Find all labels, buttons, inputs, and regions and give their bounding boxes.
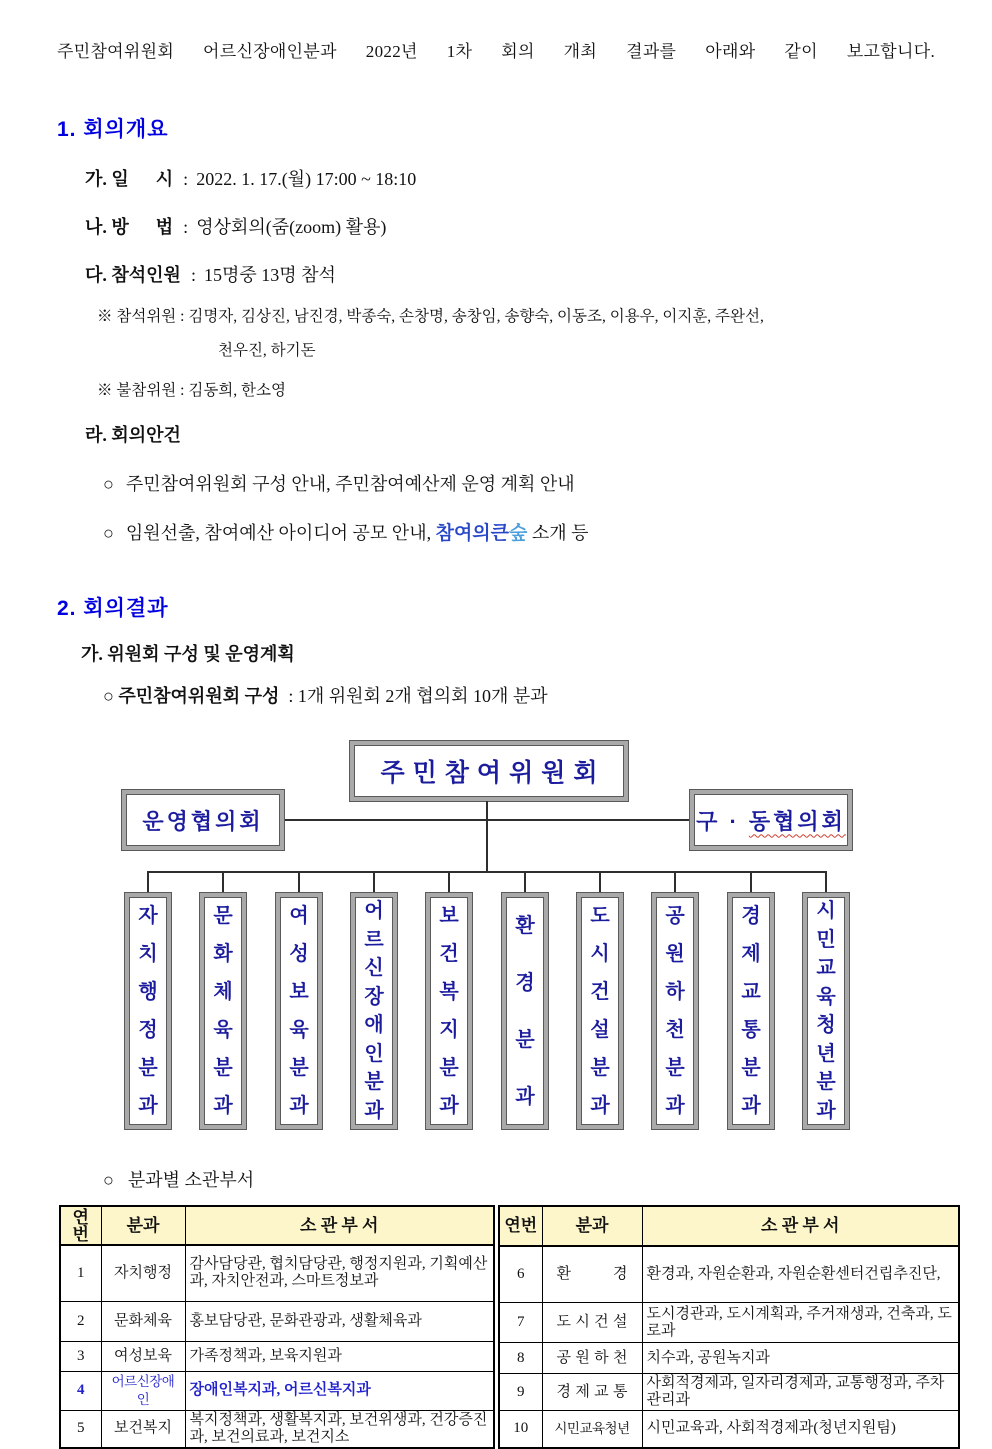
label-char: 분 (138, 1057, 158, 1079)
org-right-label-main: 동협의회 (748, 808, 846, 834)
label-char: 도 (590, 905, 610, 927)
table-section (0, 1166, 992, 1449)
branch-stub (147, 871, 149, 893)
label-char: 설 (612, 1314, 628, 1331)
label-char: 설 (590, 1019, 610, 1041)
label-char: 교 (816, 957, 836, 980)
absentee-names: 김동희, 한소영 (188, 382, 286, 399)
agenda-item-2 (103, 521, 956, 546)
org-branch-label (732, 897, 770, 1125)
row-division (542, 1411, 642, 1448)
row-division-text (547, 1384, 638, 1401)
table-row (499, 1343, 959, 1373)
row-no: 4 (60, 1371, 101, 1410)
label-char: 환 (556, 1265, 571, 1282)
dept-table-heading (103, 1166, 956, 1192)
circle-bullet: ○ (103, 474, 114, 494)
label-char: 성 (289, 943, 309, 965)
label-char: 교 (594, 1383, 609, 1400)
org-branch-label (129, 897, 167, 1125)
org-branch-box-gyeongjegyotong (728, 893, 774, 1129)
table-header-row (60, 1206, 494, 1245)
label-char: 과 (213, 1095, 233, 1117)
branch-stub (222, 871, 224, 893)
label-char: 분 (590, 1057, 610, 1079)
meeting-date-label: 가. 일 시 (85, 169, 174, 189)
row-departments: 가족정책과, 보육지원과 (185, 1341, 494, 1371)
dept-table-left (59, 1205, 495, 1449)
branch-stub (599, 871, 601, 893)
org-left-label: 운영협의회 (142, 808, 264, 834)
org-branch-box-gongwonhacheon (652, 893, 698, 1129)
label-char: 정 (138, 1019, 158, 1041)
label-char: 문 (213, 905, 233, 927)
branch-stub (674, 871, 676, 893)
header-division: 분과 (101, 1206, 185, 1245)
meeting-date-value: 2022. 1. 17.(월) 17:00 ~ 18:10 (196, 169, 417, 189)
composition-rest-text: : 1개 위원회 2개 협의회 10개 분과 (279, 686, 548, 706)
row-departments: 장애인복지과, 어르신복지과 (185, 1371, 494, 1410)
row-no: 1 (60, 1245, 101, 1301)
table-row (499, 1411, 959, 1448)
label-char: 교 (741, 981, 761, 1003)
row-division (101, 1371, 185, 1410)
row-no: 9 (499, 1373, 542, 1411)
label-char: 분 (515, 1028, 535, 1051)
logo-accent-text: 숲 (509, 523, 528, 544)
row-no: 10 (499, 1411, 542, 1448)
attendee-note (97, 307, 956, 361)
label-char: 공 (665, 905, 685, 927)
row-division: 문화체육 (101, 1301, 185, 1341)
label-char: 과 (741, 1095, 761, 1117)
label-char: 과 (289, 1095, 309, 1117)
table-row (499, 1246, 959, 1303)
label-char: 신 (364, 957, 384, 980)
label-char: 천 (612, 1349, 628, 1366)
row-departments: 사회적경제과, 일자리경제과, 교통행정과, 주차관리과 (642, 1373, 959, 1411)
org-left-box (122, 790, 284, 850)
label-char: 과 (138, 1095, 158, 1117)
branch-stub (750, 871, 752, 893)
meeting-method-row (85, 215, 956, 239)
meeting-method-value: 영상회의(줌(zoom) 활용) (196, 217, 387, 237)
label-char: 민 (816, 928, 836, 951)
row-division-text (547, 1314, 638, 1331)
reference-mark: ※ (97, 308, 113, 325)
row-no: 6 (499, 1246, 542, 1303)
label-char: 분 (289, 1057, 309, 1079)
circle-bullet: ○ (103, 1170, 114, 1190)
attendance-count-row (85, 263, 956, 287)
branch-line (148, 871, 826, 873)
label-char: 과 (515, 1085, 535, 1108)
absentee-note-label: 불참위원 (116, 382, 177, 399)
attendance-count-separator: : (190, 265, 196, 285)
label-char: 과 (590, 1095, 610, 1117)
label-char: 분 (816, 1071, 836, 1094)
meeting-date-separator: : (183, 169, 189, 189)
row-division: 자치행정 (101, 1245, 185, 1301)
table-row-highlighted (60, 1371, 494, 1410)
org-branch-label (656, 897, 694, 1125)
row-division: 여성보육 (101, 1341, 185, 1371)
header-departments: 소 관 부 서 (642, 1206, 959, 1246)
composition-bold-text: 주민참여위원회 구성 (118, 686, 280, 706)
org-branch-box-hwangyeong (502, 893, 548, 1129)
section2-title: 2. 회의결과 (57, 597, 169, 620)
dept-table-heading-text: 분과별 소관부서 (127, 1170, 255, 1190)
label-char: 제 (575, 1383, 590, 1400)
org-branch-box-eoreusinjangaein (351, 893, 397, 1129)
row-division (542, 1302, 642, 1343)
attendee-names-line2: 천우진, 하기돈 (218, 342, 316, 359)
label-char: 복 (439, 981, 459, 1003)
label-char: 어 (364, 900, 384, 923)
label-char: 환 (515, 914, 535, 937)
branch-stub (448, 871, 450, 893)
org-branch-box-dosigeonseol (577, 893, 623, 1129)
table-row (60, 1301, 494, 1341)
label-char: 과 (439, 1095, 459, 1117)
label-char: 통 (741, 1019, 761, 1041)
intro-paragraph: 주민참여위원회 어르신장애인분과 2022년 1차 회의 개최 결과를 아래와 같이 보고합니다. (57, 42, 935, 61)
row-division: 보건복지 (101, 1410, 185, 1448)
row-no: 3 (60, 1341, 101, 1371)
agenda-item-2-text-after: 소개 등 (527, 523, 589, 543)
org-chart (0, 738, 992, 1138)
row-division-text: 어르신장애인 (111, 1373, 175, 1407)
connector-line (486, 801, 488, 871)
label-char: 천 (665, 1019, 685, 1041)
meeting-method-separator: : (183, 217, 189, 237)
org-branch-label (807, 897, 845, 1125)
label-char: 과 (665, 1095, 685, 1117)
org-branch-box-simingyoyukcheongnyeon (803, 893, 849, 1129)
circle-bullet: ○ (103, 686, 114, 706)
branch-stub (524, 871, 526, 893)
label-char: 분 (439, 1057, 459, 1079)
absentee-note (97, 381, 956, 401)
branch-stub (373, 871, 375, 893)
label-char: 치 (138, 943, 158, 965)
org-right-label-prefix: 구 · (696, 808, 749, 834)
table-row (499, 1302, 959, 1343)
attendance-count-value: 15명중 13명 참석 (203, 265, 336, 285)
label-char: 육 (213, 1019, 233, 1041)
label-char: 도 (556, 1314, 571, 1331)
label-char: 제 (741, 943, 761, 965)
label-char: 여 (289, 905, 309, 927)
table-row (60, 1341, 494, 1371)
label-char: 청 (816, 1014, 836, 1037)
dept-table-right (498, 1205, 960, 1449)
row-division-text (547, 1350, 638, 1367)
connector-line (282, 819, 690, 821)
label-char: 육 (289, 1019, 309, 1041)
label-char: 보 (289, 981, 309, 1003)
row-departments: 치수과, 공원녹지과 (642, 1343, 959, 1373)
org-branch-label (581, 897, 619, 1125)
label-char: 건 (594, 1314, 609, 1331)
section2-subtitle: 가. 위원회 구성 및 운영계획 (81, 644, 295, 664)
org-right-box (690, 790, 852, 850)
label-char: 경 (556, 1383, 571, 1400)
logo-main-text: 참여의큰 (435, 523, 510, 544)
org-branch-box-jachihaengjeong (125, 893, 171, 1129)
label-char: 원 (575, 1349, 590, 1366)
label-char: 과 (816, 1099, 836, 1122)
org-root-label: 주민참여위원회 (380, 759, 606, 787)
absentee-note-separator: : (176, 382, 189, 399)
org-branch-box-bogeonbokji (426, 893, 472, 1129)
label-char: 분 (665, 1057, 685, 1079)
meeting-method-label: 나. 방 법 (85, 217, 174, 237)
label-char: 시 (590, 943, 610, 965)
label-char: 시 (575, 1314, 590, 1331)
label-char: 인 (364, 1042, 384, 1065)
table-row (60, 1410, 494, 1448)
label-char: 지 (439, 1019, 459, 1041)
label-char: 시 (816, 900, 836, 923)
agenda-item-2-text-before: 임원선출, 참여예산 아이디어 공모 안내, (125, 523, 436, 543)
reference-mark: ※ (97, 382, 113, 399)
dept-tables (59, 1205, 956, 1449)
org-right-label (696, 805, 846, 836)
label-char: 분 (213, 1057, 233, 1079)
label-char: 분 (364, 1071, 384, 1094)
row-departments: 홍보담당관, 문화관광과, 생활체육과 (185, 1301, 494, 1341)
agenda-item-1 (103, 472, 956, 496)
org-branch-box-munhwacheyuk (200, 893, 246, 1129)
section1-title: 1. 회의개요 (57, 118, 169, 141)
row-no: 8 (499, 1343, 542, 1373)
row-no: 2 (60, 1301, 101, 1341)
label-char: 건 (439, 943, 459, 965)
header-no: 연번 (499, 1206, 542, 1246)
label-char: 경 (741, 905, 761, 927)
org-branch-label (430, 897, 468, 1125)
label-char: 경 (515, 971, 535, 994)
label-char: 애 (364, 1014, 384, 1037)
header-departments: 소 관 부 서 (185, 1206, 494, 1245)
label-char: 보 (439, 905, 459, 927)
committee-composition-row (103, 682, 956, 708)
label-char: 체 (213, 981, 233, 1003)
row-departments: 환경과, 자원순환과, 자원순환센터건립추진단, (642, 1246, 959, 1303)
branch-stub (298, 871, 300, 893)
chamyeo-keunsup-logo (436, 523, 528, 544)
label-char: 원 (665, 943, 685, 965)
row-division (542, 1246, 642, 1303)
attendee-note-label: 참석위원 (116, 308, 177, 325)
table-row (60, 1245, 494, 1301)
org-branch-label (280, 897, 318, 1125)
header-division: 분과 (542, 1206, 642, 1246)
label-char: 하 (665, 981, 685, 1003)
meeting-date-row (85, 167, 956, 191)
label-char: 장 (364, 985, 384, 1008)
label-char: 통 (612, 1383, 628, 1400)
row-departments: 시민교육과, 사회적경제과(청년지원팀) (642, 1411, 959, 1448)
agenda-label: 라. 회의안건 (85, 425, 181, 445)
label-char: 화 (213, 943, 233, 965)
org-branch-label (506, 897, 544, 1125)
label-char: 분 (741, 1057, 761, 1079)
header-no: 연번 (60, 1206, 101, 1245)
attendee-note-separator: : (176, 308, 189, 325)
document-content (0, 0, 992, 708)
row-no: 5 (60, 1410, 101, 1448)
row-departments: 도시경관과, 도시계획과, 주거재생과, 건축과, 도로과 (642, 1302, 959, 1343)
label-char: 자 (138, 905, 158, 927)
label-char: 하 (594, 1349, 609, 1366)
row-division (542, 1373, 642, 1411)
org-branch-box-yeoseongboyuk (276, 893, 322, 1129)
row-no: 7 (499, 1302, 542, 1343)
row-departments: 감사담당관, 협치담당관, 행정지원과, 기획예산과, 자치안전과, 스마트정보과 (185, 1245, 494, 1301)
label-char: 르 (364, 928, 384, 951)
table-header-row (499, 1206, 959, 1246)
branch-stub (825, 871, 827, 893)
label-char: 행 (138, 981, 158, 1003)
org-root-box (350, 741, 628, 801)
row-division-text (547, 1266, 638, 1283)
attendee-names-line1: 김명자, 김상진, 남진경, 박종숙, 손창명, 송창임, 송향숙, 이동조, 이용우, 이지훈, 주완선, (188, 308, 764, 325)
label-char: 공 (556, 1349, 571, 1366)
row-departments: 복지정책과, 생활복지과, 보건위생과, 건강증진과, 보건의료과, 보건지소 (185, 1410, 494, 1448)
label-char: 과 (364, 1099, 384, 1122)
row-division (542, 1343, 642, 1373)
org-branch-label (204, 897, 242, 1125)
attendance-count-label: 다. 참석인원 (85, 265, 181, 285)
org-branch-label (355, 897, 393, 1125)
label-char: 경 (613, 1265, 628, 1282)
table-row (499, 1373, 959, 1411)
label-char: 건 (590, 981, 610, 1003)
circle-bullet: ○ (103, 523, 114, 543)
row-division-text: 시민교육청년 (554, 1420, 630, 1436)
agenda-item-1-text: 주민참여위원회 구성 안내, 주민참여예산제 운영 계획 안내 (125, 474, 575, 494)
label-char: 육 (816, 985, 836, 1008)
label-char: 년 (816, 1042, 836, 1065)
